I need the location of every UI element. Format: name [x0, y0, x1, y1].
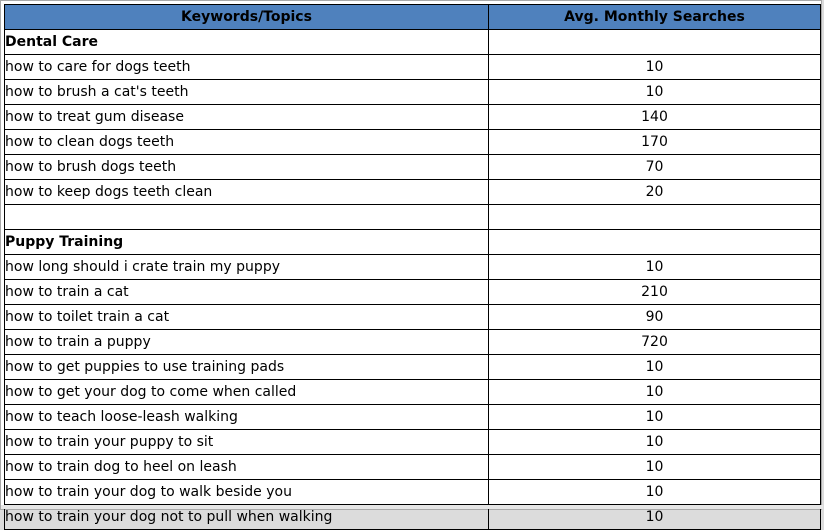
searches-cell[interactable]: 170 — [489, 130, 821, 155]
table-row — [5, 255, 821, 280]
searches-cell[interactable]: 10 — [489, 405, 821, 430]
section-title[interactable]: Dental Care — [5, 30, 489, 55]
keywords-column-header[interactable]: Keywords/Topics — [5, 5, 489, 30]
searches-cell[interactable]: 10 — [489, 255, 821, 280]
empty-cell[interactable] — [5, 205, 489, 230]
searches-cell[interactable]: 210 — [489, 280, 821, 305]
section-row-dental-care — [5, 30, 821, 55]
table-row — [5, 280, 821, 305]
section-row-puppy-training — [5, 230, 821, 255]
searches-column-header[interactable]: Avg. Monthly Searches — [489, 5, 821, 30]
searches-cell[interactable]: 10 — [489, 55, 821, 80]
empty-cell[interactable] — [489, 230, 821, 255]
searches-cell[interactable]: 10 — [489, 505, 821, 530]
table-row — [5, 305, 821, 330]
searches-cell[interactable]: 720 — [489, 330, 821, 355]
keyword-cell[interactable]: how to train your dog not to pull when walking — [5, 505, 489, 530]
table-row — [5, 130, 821, 155]
keyword-cell[interactable]: how to get your dog to come when called — [5, 380, 489, 405]
table-row — [5, 105, 821, 130]
empty-cell[interactable] — [489, 205, 821, 230]
table-row — [5, 355, 821, 380]
searches-cell[interactable]: 70 — [489, 155, 821, 180]
keyword-cell[interactable]: how to teach loose-leash walking — [5, 405, 489, 430]
table-row — [5, 480, 821, 505]
table-row — [5, 405, 821, 430]
keyword-cell[interactable]: how to get puppies to use training pads — [5, 355, 489, 380]
keyword-table — [4, 4, 821, 530]
table-row — [5, 155, 821, 180]
keyword-cell[interactable]: how to brush a cat's teeth — [5, 80, 489, 105]
searches-cell[interactable]: 140 — [489, 105, 821, 130]
keyword-cell[interactable]: how to train a cat — [5, 280, 489, 305]
searches-cell[interactable]: 10 — [489, 430, 821, 455]
keyword-cell[interactable]: how to train your dog to walk beside you — [5, 480, 489, 505]
table-row — [5, 180, 821, 205]
table-row — [5, 455, 821, 480]
searches-cell[interactable]: 20 — [489, 180, 821, 205]
keyword-cell[interactable]: how to care for dogs teeth — [5, 55, 489, 80]
keyword-cell[interactable]: how to treat gum disease — [5, 105, 489, 130]
keyword-cell[interactable]: how to train your puppy to sit — [5, 430, 489, 455]
searches-cell[interactable]: 10 — [489, 480, 821, 505]
keyword-cell[interactable]: how to clean dogs teeth — [5, 130, 489, 155]
section-title[interactable]: Puppy Training — [5, 230, 489, 255]
keyword-cell[interactable]: how to train dog to heel on leash — [5, 455, 489, 480]
table-row — [5, 80, 821, 105]
searches-cell[interactable]: 10 — [489, 380, 821, 405]
table-row — [5, 55, 821, 80]
table-row — [5, 430, 821, 455]
keyword-cell[interactable]: how to keep dogs teeth clean — [5, 180, 489, 205]
table-row — [5, 380, 821, 405]
bottom-edge — [1, 505, 823, 509]
table-row — [5, 330, 821, 355]
keyword-cell[interactable]: how long should i crate train my puppy — [5, 255, 489, 280]
blank-row — [5, 205, 821, 230]
keyword-cell[interactable]: how to brush dogs teeth — [5, 155, 489, 180]
searches-cell[interactable]: 10 — [489, 80, 821, 105]
keyword-cell[interactable]: how to toilet train a cat — [5, 305, 489, 330]
searches-cell[interactable]: 10 — [489, 355, 821, 380]
keyword-cell[interactable]: how to train a puppy — [5, 330, 489, 355]
empty-cell[interactable] — [489, 30, 821, 55]
searches-cell[interactable]: 10 — [489, 455, 821, 480]
header-row — [5, 5, 821, 30]
searches-cell[interactable]: 90 — [489, 305, 821, 330]
